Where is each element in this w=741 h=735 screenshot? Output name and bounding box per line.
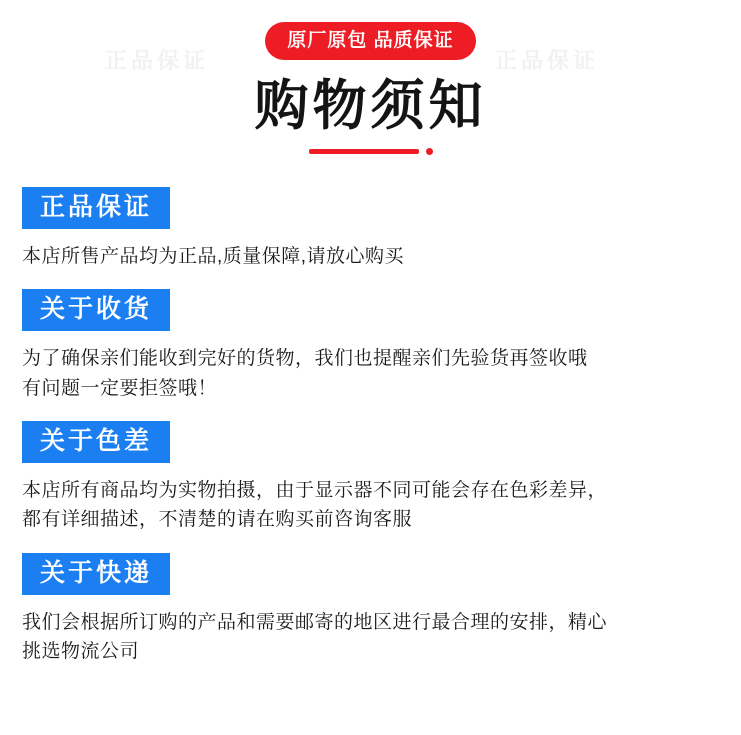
- underline-bar: [309, 149, 419, 154]
- section-line: 有问题一定要拒签哦！: [22, 377, 218, 399]
- section-body: [22, 476, 719, 535]
- section-color-difference: [22, 421, 719, 535]
- section-line: 都有详细描述，不清楚的请在购买前咨询客服: [22, 509, 413, 531]
- section-shipping: [22, 553, 719, 667]
- section-body: [22, 242, 719, 271]
- page-title: 购物须知: [254, 76, 487, 136]
- section-receiving: [22, 289, 719, 403]
- title-underline: [0, 147, 741, 157]
- section-line: 本店所有商品均为实物拍摄，由于显示器不同可能会存在色彩差异，: [22, 480, 608, 501]
- section-line: 挑选物流公司: [22, 641, 140, 663]
- section-title: 正品保证: [22, 187, 170, 229]
- section-body: [22, 344, 719, 403]
- section-line: 本店所售产品均为正品,质量保障,请放心购买: [22, 245, 405, 267]
- section-title: 关于收货: [22, 289, 170, 331]
- page-header: [0, 0, 741, 157]
- watermark-left: 正品保证: [105, 48, 210, 73]
- section-line: 我们会根据所订购的产品和需要邮寄的地区进行最合理的安排，精心: [22, 611, 608, 633]
- section-line: 为了确保亲们能收到完好的货物，我们也提醒亲们先验货再签收哦: [22, 348, 588, 370]
- quality-badge: 原厂原包 品质保证: [265, 22, 475, 60]
- section-body: [22, 608, 719, 667]
- watermark-right: 正品保证: [495, 48, 600, 73]
- section-title: 关于快递: [22, 553, 170, 595]
- section-title: 关于色差: [22, 421, 170, 463]
- section-authenticity: [22, 187, 719, 271]
- underline-dot: [426, 148, 433, 155]
- notice-sections: [0, 187, 741, 667]
